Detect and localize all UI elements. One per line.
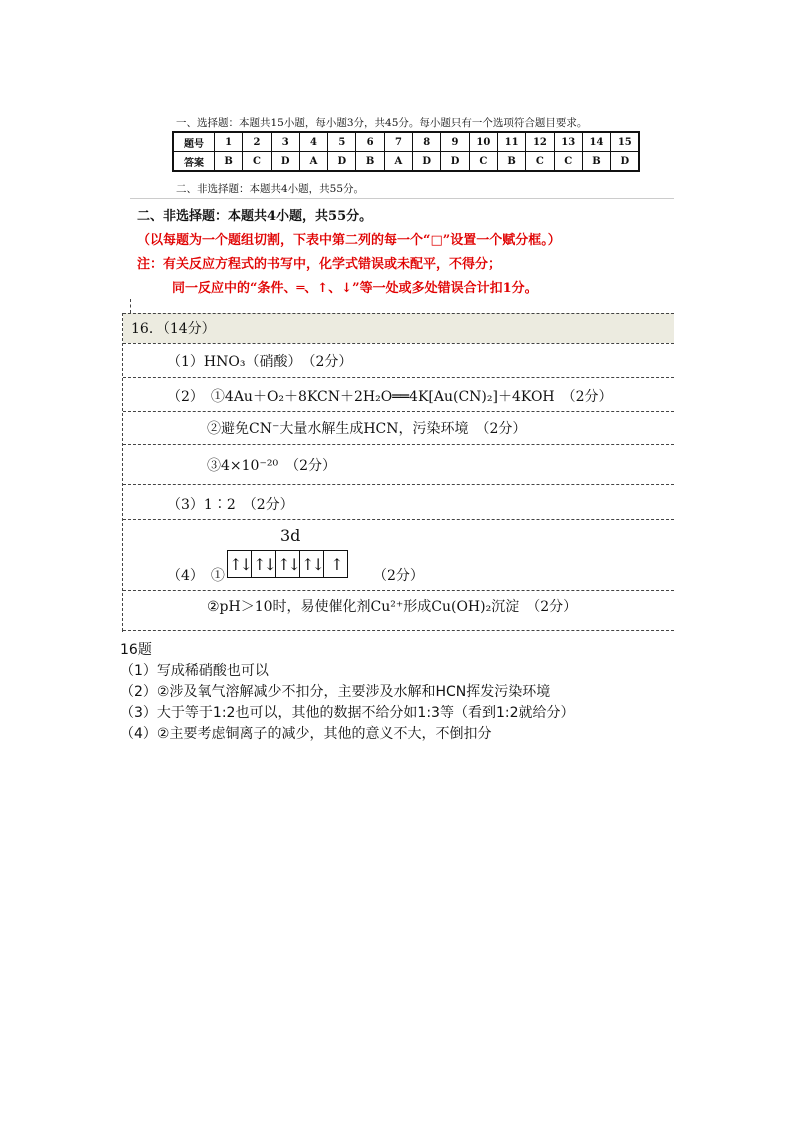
num-cell: 3	[271, 132, 299, 152]
num-cell: 5	[328, 132, 356, 152]
grid-line	[123, 313, 674, 314]
grid-line	[123, 630, 674, 631]
answer-cell: C	[554, 152, 582, 172]
num-cell: 11	[497, 132, 525, 152]
note-1: （1）写成稀硝酸也可以	[120, 663, 269, 679]
rule-line-1: （以每题为一个题组切割，下表中第二列的每一个“□”设置一个赋分框。）	[137, 233, 561, 248]
num-cell: 15	[611, 132, 640, 152]
q16-part2b: ②避免CN⁻大量水解生成HCN，污染环境 （2分）	[207, 421, 527, 437]
q16-part4b: ②pH＞10时，易使催化剂Cu²⁺形成Cu(OH)₂沉淀 （2分）	[207, 599, 578, 615]
num-cell: 6	[356, 132, 384, 152]
orbital-label: 3d	[280, 526, 301, 545]
orbital-box: ↑↓	[276, 551, 300, 577]
note-4: （4）②主要考虑铜离子的减少，其他的意义不大，不倒扣分	[120, 726, 492, 742]
answer-cell: D	[611, 152, 640, 172]
nonchoice-title: 二、非选择题：本题共4小题，共55分。	[137, 209, 373, 224]
answer-table	[172, 131, 640, 172]
answer-cell: A	[299, 152, 327, 172]
orbital-box: ↑↓	[228, 551, 252, 577]
answer-cell: C	[469, 152, 497, 172]
num-cell: 9	[441, 132, 469, 152]
note-2: （2）②涉及氧气溶解减少不扣分，主要涉及水解和HCN挥发污染环境	[120, 684, 551, 700]
num-cell: 2	[243, 132, 271, 152]
grid-border	[122, 630, 123, 632]
grid-line	[123, 343, 674, 344]
num-cell: 10	[469, 132, 497, 152]
grid-line	[123, 590, 674, 591]
q16-header: 16．（14分）	[131, 321, 216, 337]
answer-cell: B	[582, 152, 610, 172]
num-cell: 14	[582, 132, 610, 152]
orbital-box: ↑	[330, 554, 341, 574]
choice-caption: 一、选择题：本题共15小题，每小题3分，共45分。每小题只有一个选项符合题目要求。	[176, 117, 588, 129]
q16-part1: （1）HNO₃（硝酸） （2分）	[167, 354, 353, 370]
rule-line-3: 同一反应中的“条件、═、↑、↓”等一处或多处错误合计扣1分。	[172, 281, 538, 296]
answer-label: 答案	[173, 152, 215, 172]
grid-line	[123, 411, 674, 412]
rule-line-2: 注：有关反应方程式的书写中，化学式错误或未配平，不得分；	[137, 257, 502, 272]
answer-cell: D	[413, 152, 441, 172]
orbital-box: ↑↓	[252, 551, 276, 577]
answer-cell: C	[526, 152, 554, 172]
q16-part3: （3）1∶2 （2分）	[167, 497, 294, 513]
num-cell: 13	[554, 132, 582, 152]
num-cell: 7	[384, 132, 412, 152]
answer-cell: D	[441, 152, 469, 172]
answer-cell: D	[328, 152, 356, 172]
answer-cell: A	[384, 152, 412, 172]
grid-border	[122, 313, 123, 631]
nonchoice-caption-small: 二、非选择题：本题共4小题，共55分。	[176, 183, 365, 195]
notes-title: 16题	[120, 642, 152, 658]
answer-cell: D	[271, 152, 299, 172]
grid-line	[123, 377, 674, 378]
grid-line	[123, 519, 674, 520]
q16-part4-score: （2分）	[373, 568, 424, 584]
num-cell: 4	[299, 132, 327, 152]
number-row	[173, 132, 639, 152]
orbital-diagram	[227, 550, 348, 578]
num-cell: 12	[526, 132, 554, 152]
answer-cell: C	[243, 152, 271, 172]
answer-cell: B	[356, 152, 384, 172]
header-label: 题号	[173, 132, 215, 152]
answer-cell: B	[215, 152, 243, 172]
q16-part4-prefix: （4） ①	[167, 568, 225, 584]
num-cell: 1	[215, 132, 243, 152]
num-cell: 8	[413, 132, 441, 152]
grid-border	[130, 299, 131, 313]
q16-part2c: ③4×10⁻²⁰ （2分）	[207, 458, 336, 474]
note-3: （3）大于等于1:2也可以，其他的数据不给分如1:3等（看到1:2就给分）	[120, 705, 575, 721]
divider	[130, 198, 674, 199]
answer-cell: B	[497, 152, 525, 172]
grid-line	[123, 444, 674, 445]
answer-row	[173, 152, 639, 172]
orbital-box: ↑↓	[300, 551, 324, 577]
q16-part2a: （2） ①4Au＋O₂＋8KCN＋2H₂O══4K[Au(CN)₂]＋4KOH （2分）	[167, 389, 613, 405]
grid-line	[123, 484, 674, 485]
